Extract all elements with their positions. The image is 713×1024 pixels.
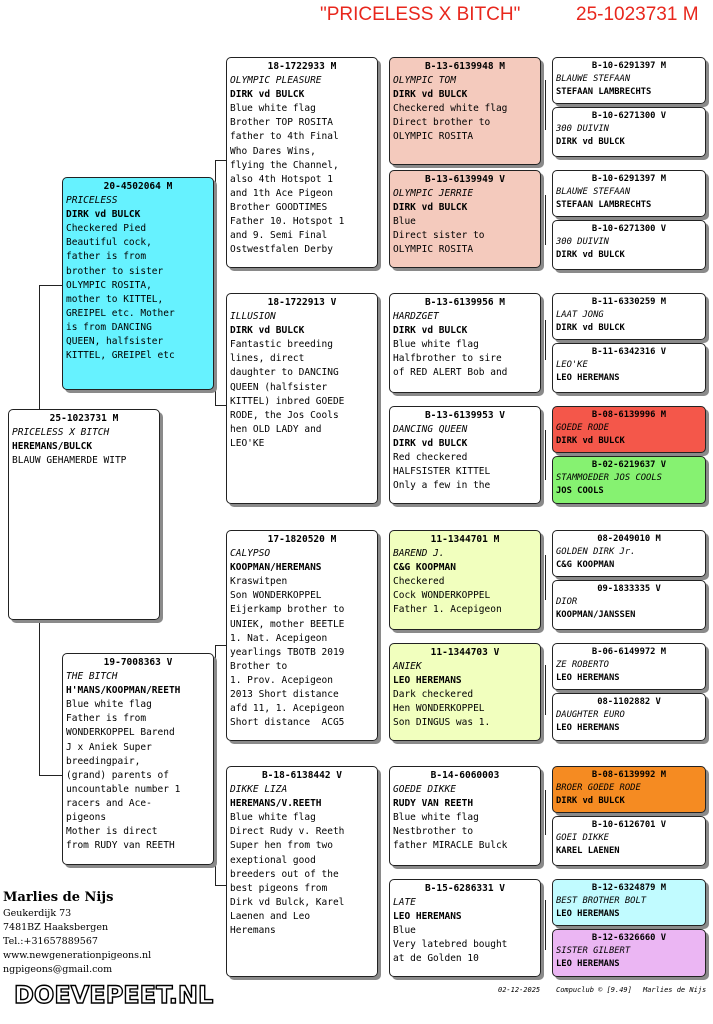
pedigree-card-gg-grandparent[interactable] [552,766,706,813]
card-line: Beautiful cock, [66,237,152,249]
card-line: Who Dares Wins, [230,145,316,157]
owner-name: KAREL LAENEN [556,846,620,856]
card-line: Direct brother to [393,117,491,129]
card-line: exeptional good [230,854,316,866]
ring-number: B-08-6139996 M [591,410,667,420]
pigeon-name: ILLUSION [230,311,276,323]
owner-name: HEREMANS/V.REETH [230,798,322,810]
pedigree-card-gg-grandparent[interactable] [552,343,706,393]
ring-number: B-12-6324879 M [591,883,667,893]
pedigree-card-gg-grandparent[interactable] [552,220,706,270]
ring-number: B-10-6126701 V [591,820,667,830]
connector [39,285,40,410]
ring-number: 18-1722913 V [267,297,337,308]
card-line: Brother TOP ROSITA [230,117,333,129]
pedigree-card-grandparent[interactable] [226,293,378,504]
card-line: from RUDY van REETH [66,840,175,852]
owner-name: DIRK vd BULCK [556,796,625,806]
pigeon-name: PRICELESS X BITCH [12,427,110,439]
card-line: WONDERKOPPEL Barend [66,727,175,739]
connector [39,620,40,775]
owner-name: DIRK vd BULCK [66,209,141,221]
card-line: Very latebred bought [393,939,508,951]
ring-number: B-15-6286331 V [424,883,506,894]
card-line: father is from [66,251,147,263]
owner-name: LEO HEREMANS [393,675,462,687]
card-line: GREIPEL etc. Mother [66,307,175,319]
pedigree-card-grandparent[interactable] [226,530,378,741]
card-line: Father 10. Hotspot 1 [230,216,345,228]
owner-name: LEO HEREMANS [556,959,620,969]
footer-author: Marlies de Nijs [643,986,707,994]
card-line: 2013 Short distance [230,689,339,701]
owner-name: DIRK vd BULCK [556,323,625,333]
owner-name: LEO HEREMANS [393,911,462,923]
owner-phone: Tel.:+31657889567 [3,936,98,947]
card-line: Cock WONDERKOPPEL [393,590,491,602]
pigeon-name: LAAT JONG [556,310,604,320]
owner-name: KOOPMAN/JANSSEN [556,610,636,620]
owner-contact-block [3,889,151,977]
pigeon-name: OLYMPIC PLEASURE [230,75,322,87]
owner-name: STEFAAN LAMBRECHTS [556,200,652,210]
card-line: KITTEL, GREIPEl etc [66,350,175,362]
card-line: Only a few in the [393,480,491,492]
pedigree-card-father[interactable] [62,177,214,390]
card-line: and 9. Semi Final [230,230,328,242]
pedigree-card-great-grandparent[interactable] [389,530,541,630]
pedigree-card-gg-grandparent[interactable] [552,456,706,504]
owner-name: DIRK vd BULCK [393,438,468,450]
card-line: father MIRACLE Bulck [393,840,508,852]
connector [215,160,216,405]
owner-name: DIRK vd BULCK [556,137,625,147]
card-line: J x Aniek Super [66,741,152,753]
pigeon-name: ANIEK [393,661,422,673]
card-line: RODE, the Jos Cools [230,409,339,421]
pigeon-name: 300 DUIVIN [556,237,609,247]
card-line: Blue [393,216,416,228]
pigeon-name: OLYMPIC TOM [393,75,456,87]
pigeon-name: HARDZGET [393,311,439,323]
ring-number: B-13-6139956 M [424,297,506,308]
card-line: Blue [393,925,416,937]
pigeon-name: OLYMPIC JERRIE [393,188,474,200]
card-line: Brother GOODTIMES [230,201,328,213]
card-line: flying the Channel, [230,159,339,171]
ring-number: 08-2049010 M [597,534,661,544]
ring-number: B-11-6330259 M [591,297,667,307]
ring-number: B-18-6138442 V [261,770,343,781]
card-line: and 1th Ace Pigeon [230,187,333,199]
owner-name: H'MANS/KOOPMAN/REETH [66,685,181,697]
card-line: Father 1. Acepigeon [393,604,502,616]
connector [545,555,546,600]
connector [39,285,63,286]
card-line: Nestbrother to [393,826,474,838]
pedigree-card-gg-grandparent[interactable] [552,879,706,926]
card-line: Dark checkered [393,689,474,701]
pigeon-name: GOLDEN DIRK Jr. [556,547,636,557]
pigeon-name: CALYPSO [230,548,271,560]
card-line: 1. Nat. Acepigeon [230,632,328,644]
card-line: Heremans [230,925,276,937]
subject-ring-title: 25-1023731 M [576,4,699,25]
ring-number: 08-1102882 V [597,697,661,707]
connector [215,645,216,885]
ring-number: 20-4502064 M [103,181,173,192]
card-line: father to 4th Final [230,131,339,143]
connector [545,320,546,360]
ring-number: B-13-6139948 M [424,61,506,72]
pedigree-card-great-grandparent[interactable] [389,766,541,866]
card-line: Son DINGUS was 1. [393,717,491,729]
card-line: afd 11, 1. Acepigeon [230,703,345,715]
owner-block-name: Marlies de Nijs [3,890,114,905]
pigeon-name: SISTER GILBERT [556,946,631,956]
card-line: brother to sister [66,265,164,277]
pigeon-name: THE BITCH [66,671,118,683]
card-line: Mother is direct [66,826,158,838]
card-line: OLYMPIC ROSITA [393,131,474,143]
owner-name: DIRK vd BULCK [230,325,305,337]
ring-number: 17-1820520 M [267,534,337,545]
pedigree-card-gg-grandparent[interactable] [552,107,706,157]
card-line: uncountable number 1 [66,783,181,795]
ring-number: B-12-6326660 V [591,933,667,943]
pigeon-name: LEO'KE [556,360,588,370]
card-line: OLYMPIC ROSITA, [66,279,152,291]
card-line: Fantastic breeding [230,339,333,351]
pigeon-name: DIKKE LIZA [230,784,288,796]
card-line: Short distance ACG5 [230,717,345,729]
card-line: breedingpair, [66,755,141,767]
pigeon-name: DIOR [556,597,578,607]
connector [545,790,546,835]
ring-number: B-11-6342316 V [591,347,667,357]
card-line: also 4th Hotspot 1 [230,173,333,185]
owner-name: STEFAAN LAMBRECHTS [556,87,652,97]
pedigree-card-mother[interactable] [62,653,214,865]
connector [545,900,546,950]
owner-name: DIRK vd BULCK [556,436,625,446]
card-line: Kraswitpen [230,576,288,588]
card-line: Eijerkamp brother to [230,604,345,616]
connector [380,345,381,460]
owner-name: DIRK vd BULCK [230,89,305,101]
card-line: at de Golden 10 [393,953,479,965]
connector [380,825,381,935]
connector [39,775,63,776]
pigeon-name: DAUGHTER EURO [556,710,625,720]
card-line: Direct Rudy v. Reeth [230,826,345,838]
ring-number: 09-1833335 V [597,584,661,594]
card-line: Laenen and Leo [230,910,311,922]
card-line: Direct sister to [393,230,485,242]
pedigree-card-grandparent[interactable] [226,766,378,977]
card-line: Red checkered [393,452,468,464]
owner-name: RUDY VAN REETH [393,798,474,810]
card-line: QUEEN (halfsister [230,381,328,393]
ring-number: B-08-6139992 M [591,770,667,780]
card-line: 1. Prov. Acepigeon [230,674,333,686]
pigeon-name: BEST BROTHER BOLT [556,896,647,906]
pigeon-name: BLAUWE STEFAAN [556,187,631,197]
card-line: is from DANCING [66,321,152,333]
owner-city: 7481BZ Haaksbergen [3,922,109,933]
ring-number: B-13-6139953 V [424,410,506,421]
pedigree-card-subject[interactable] [8,409,160,620]
ring-number: 11-1344703 V [430,647,500,658]
card-line: Checkered white flag [393,103,508,115]
ring-number: B-02-6219637 V [591,460,667,470]
connector [545,430,546,480]
connector [545,195,546,245]
card-line: yearlings TBOTB 2019 [230,646,345,658]
pedigree-card-grandparent[interactable] [226,57,378,268]
ring-number: B-10-6291397 M [591,61,667,71]
card-line: Ostwestfalen Derby [230,244,333,256]
pedigree-card-gg-grandparent[interactable] [552,643,706,690]
card-line: mother to KITTEL, [66,293,164,305]
page-title: "PRICELESS X BITCH" [320,4,521,25]
card-line: daughter to DANCING [230,367,339,379]
pedigree-card-gg-grandparent[interactable] [552,170,706,217]
ring-number: B-14-6060003 [430,770,500,781]
pedigree-card-gg-grandparent[interactable] [552,929,706,977]
card-line: of RED ALERT Bob and [393,367,508,379]
ring-number: B-10-6291397 M [591,174,667,184]
connector [545,665,546,715]
card-line: Blue white flag [230,103,316,115]
pigeon-name: LATE [393,897,416,909]
pigeon-name: BAREND J. [393,548,445,560]
owner-name: LEO HEREMANS [556,723,620,733]
footer-date: 02-12-2025 [498,986,541,994]
card-line: pigeons [66,812,107,824]
pedigree-card-gg-grandparent[interactable] [552,693,706,741]
card-line: Hen WONDERKOPPEL [393,703,485,715]
pigeon-name: STAMMOEDER JOS COOLS [556,473,662,483]
card-line: Blue white flag [393,339,479,351]
pedigree-card-great-grandparent[interactable] [389,406,541,504]
owner-name: LEO HEREMANS [556,373,620,383]
owner-name: DIRK vd BULCK [393,89,468,101]
card-line: Blue white flag [230,812,316,824]
card-line: BLAUW GEHAMERDE WITP [12,455,127,467]
card-line: racers and Ace- [66,797,152,809]
owner-name: DIRK vd BULCK [393,325,468,337]
owner-name: JOS COOLS [556,486,604,496]
pedigree-card-gg-grandparent[interactable] [552,530,706,577]
connector [545,80,546,130]
ring-number: 25-1023731 M [49,413,119,424]
pigeon-name: ZE ROBERTO [556,660,609,670]
pedigree-card-gg-grandparent[interactable] [552,57,706,104]
pigeon-name: GOEI DIKKE [556,833,609,843]
pedigree-card-gg-grandparent[interactable] [552,580,706,630]
card-line: Son WONDERKOPPEL [230,590,322,602]
owner-name: KOOPMAN/HEREMANS [230,562,322,574]
pigeon-name: BLAUWE STEFAAN [556,74,631,84]
pedigree-card-great-grandparent[interactable] [389,293,541,393]
connector [380,585,381,695]
ring-number: B-06-6149972 M [591,647,667,657]
card-line: KITTEL) inbred GOEDE [230,395,345,407]
owner-name: LEO HEREMANS [556,909,620,919]
owner-name: DIRK vd BULCK [393,202,468,214]
owner-name: LEO HEREMANS [556,673,620,683]
card-line: Blue white flag [66,699,152,711]
owner-website-link[interactable]: www.newgenerationpigeons.nl [3,950,152,961]
card-line: Halfbrother to sire [393,353,502,365]
pedigree-card-great-grandparent[interactable] [389,643,541,741]
pigeon-name: BROER GOEDE RODE [556,783,641,793]
card-line: Checkered [393,576,445,588]
card-line: (grand) parents of [66,769,169,781]
card-line: best pigeons from [230,882,328,894]
card-line: OLYMPIC ROSITA [393,244,474,256]
ring-number: 19-7008363 V [103,657,173,668]
ring-number: 11-1344701 M [430,534,500,545]
owner-address: Geukerdijk 73 [3,908,72,919]
owner-name: HEREMANS/BULCK [12,441,93,453]
owner-name: C&G KOOPMAN [556,560,615,570]
card-line: QUEEN, halfsister [66,336,164,348]
pedigree-card-great-grandparent[interactable] [389,879,541,977]
owner-name: C&G KOOPMAN [393,562,456,574]
card-line: HALFSISTER KITTEL [393,466,491,478]
ring-number: B-10-6271300 V [591,224,667,234]
card-line: Super hen from two [230,840,333,852]
card-line: hen OLD LADY and [230,423,322,435]
card-line: lines, direct [230,353,305,365]
owner-name: DIRK vd BULCK [556,250,625,260]
pigeon-name: PRICELESS [66,195,118,207]
owner-email-link[interactable]: ngpigeons@gmail.com [3,964,113,975]
doevepeet-logo: DOEVEPEET.NL [14,981,214,1009]
pedigree-card-great-grandparent[interactable] [389,170,541,268]
ring-number: B-10-6271300 V [591,111,667,121]
card-line: Checkered Pied [66,223,147,235]
card-line: Father is from [66,713,147,725]
card-line: LEO'KE [230,437,265,449]
ring-number: 18-1722933 M [267,61,337,72]
pedigree-card-gg-grandparent[interactable] [552,816,706,866]
card-line: breeders out of the [230,868,339,880]
pedigree-card-great-grandparent[interactable] [389,57,541,165]
card-line: UNIEK, mother BEETLE [230,618,345,630]
card-line: Dirk vd Bulck, Karel [230,896,345,908]
ring-number: B-13-6139949 V [424,174,506,185]
pedigree-card-gg-grandparent[interactable] [552,293,706,340]
pigeon-name: DANCING QUEEN [393,424,468,436]
pigeon-name: GOEDE DIKKE [393,784,456,796]
pigeon-name: GOEDE RODE [556,423,609,433]
footer-software: Compuclub © [9.49] [556,986,632,994]
connector [380,110,381,225]
pigeon-name: 300 DUIVIN [556,124,609,134]
card-line: Blue white flag [393,812,479,824]
card-line: Brother to [230,660,288,672]
pedigree-card-gg-grandparent[interactable] [552,406,706,453]
